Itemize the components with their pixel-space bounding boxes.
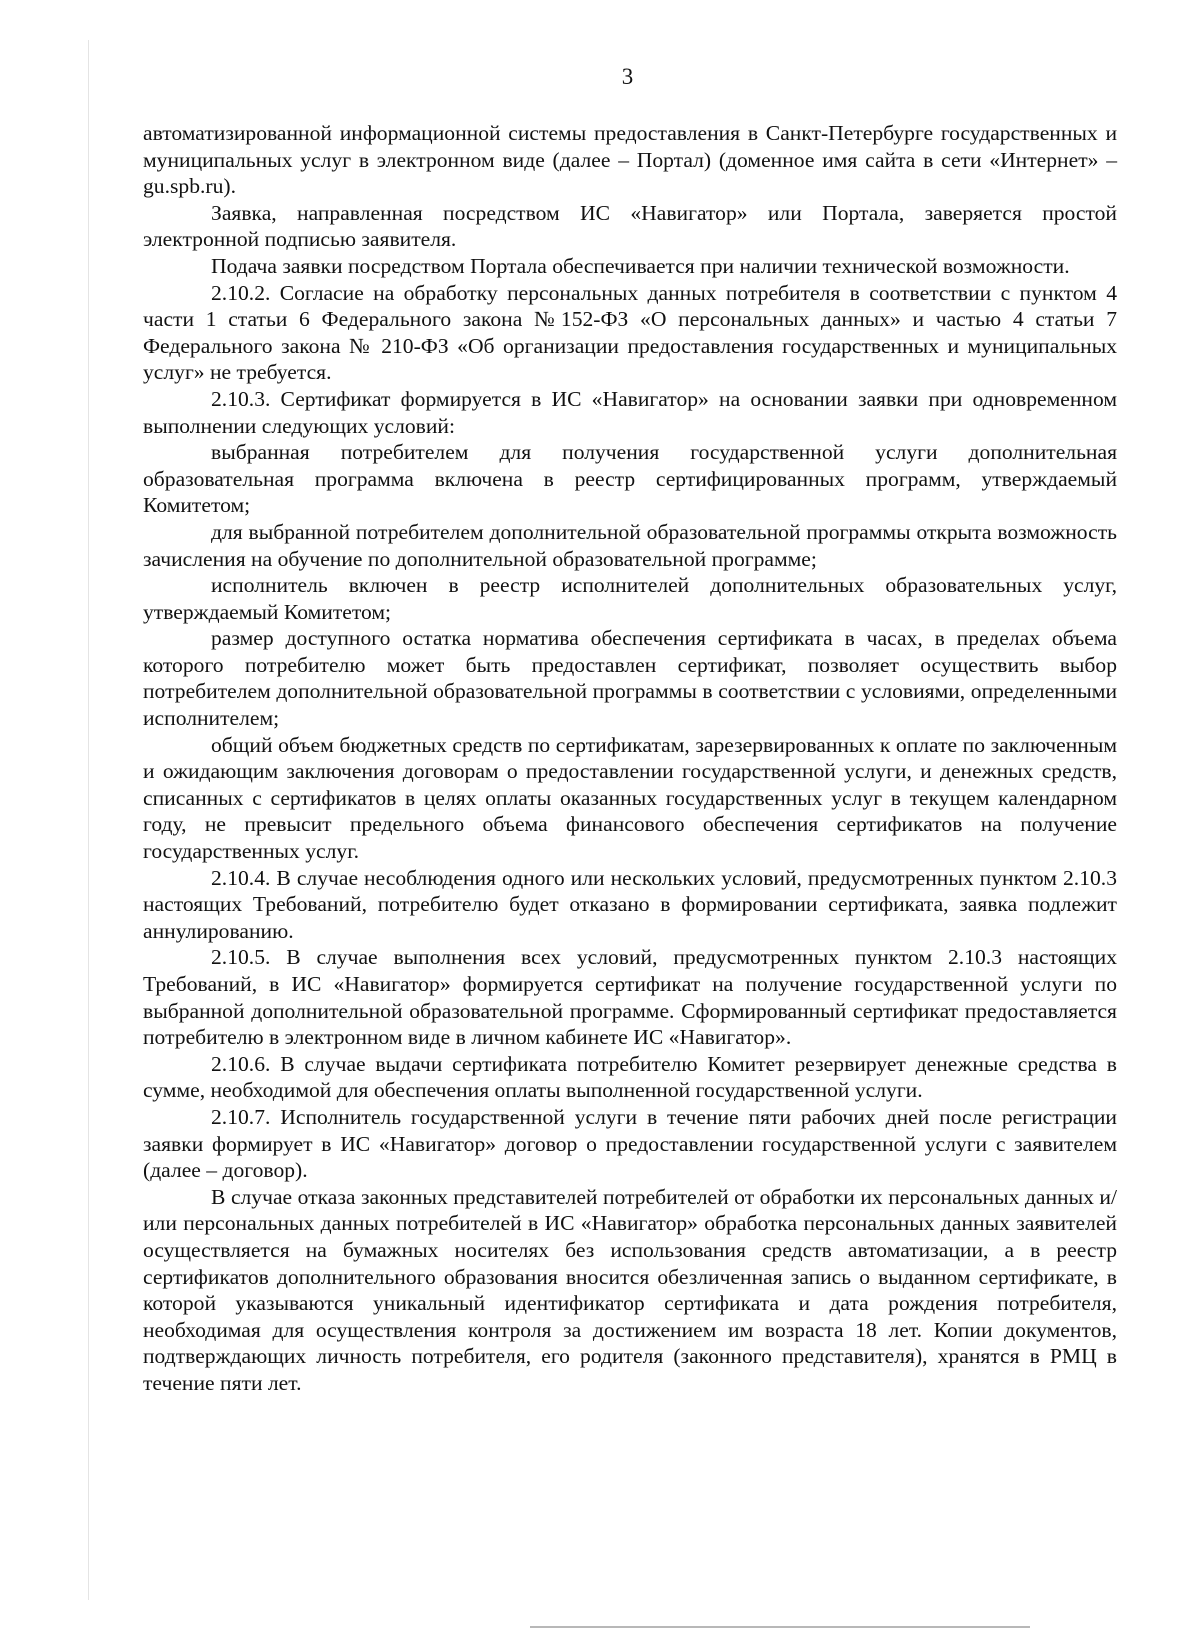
paragraph-refusal-processing: В случае отказа законных представителей потребителей от обработки их персональных данных и/или персональных данных потребителей в ИС «Навигатор» обработка персональных данных заявителей осуществляется на бумажных носителях без использования средств автоматизации, а в реестр сертификатов дополнительного образования вносится обезличенная запись о выданном сертификате, в которой указываются уникальный идентификатор сертификата и дата рождения потребителя, необходимая для осуществления контроля за достижением им возраста 18 лет. Копии документов, подтверждающих личность потребителя, его родителя (законного представителя), хранятся в РМЦ в течение пяти лет. (143, 1184, 1117, 1395)
body-text (143, 120, 1117, 1397)
paragraph-condition-enrollment-open: для выбранной потребителем дополнительной образовательной программы открыта возможность зачисления на обучение по дополнительной образовательной программе; (143, 519, 1117, 571)
scan-edge-line (88, 40, 89, 1600)
paragraph-portal-availability: Подача заявки посредством Портала обеспечивается при наличии технической возможности. (211, 253, 1070, 278)
paragraph-condition-budget-limit: общий объем бюджетных средств по сертификатам, зарезервированных к оплате по заключенным и ожидающим заключения договорам о предоставлении государственной услуги, и денежных средств, списанных с сертификатов в целях оплаты оказанных государственных услуг в текущем календарном году, не превысит предельного объема финансового обеспечения сертификатов на получение государственных услуг. (143, 732, 1117, 864)
paragraph-2-10-2: 2.10.2. Согласие на обработку персональных данных потребителя в соответствии с пунктом 4 части 1 статьи 6 Федерального закона №152-ФЗ «О персональных данных» и частью 4 статьи 7 Федерального закона № 210-ФЗ «Об организации предоставления государственных и муниципальных услуг» не требуется. (143, 280, 1117, 385)
paragraph-condition-program-registry: выбранная потребителем для получения государственной услуги дополнительная образовательная программа включена в реестр сертифицированных программ, утверждаемый Комитетом; (143, 440, 1117, 518)
scan-bottom-edge (530, 1626, 1030, 1628)
page-number: 3 (621, 64, 634, 89)
paragraph-2-10-6: 2.10.6. В случае выдачи сертификата потребителю Комитет резервирует денежные средства в сумме, необходимой для обеспечения оплаты выполненной государственной услуги. (143, 1051, 1117, 1103)
paragraph-2-10-7: 2.10.7. Исполнитель государственной услуги в течение пяти рабочих дней после регистрации заявки формирует в ИС «Навигатор» договор о предоставлении государственной услуги с заявителем (далее – договор). (143, 1104, 1117, 1183)
paragraph-portal-continuation: автоматизированной информационной системы предоставления в Санкт-Петербурге государственных и муниципальных услуг в электронном виде (далее – Портал) (доменное имя сайта в сети «Интернет» – gu.spb.ru). (143, 121, 1117, 199)
paragraph-2-10-5: 2.10.5. В случае выполнения всех условий, предусмотренных пунктом 2.10.3 настоящих Требований, в ИС «Навигатор» формируется сертификат на получение государственной услуги по выбранной дополнительной образовательной программе. Сформированный сертификат предоставляется потребителю в электронном виде в личном кабинете ИС «Навигатор». (143, 945, 1117, 1050)
paragraph-condition-provider-registry: исполнитель включен в реестр исполнителей дополнительных образовательных услуг, утверждаемый Комитетом; (143, 573, 1117, 624)
paragraph-electronic-signature: Заявка, направленная посредством ИС «Навигатор» или Портала, заверяется простой электронной подписью заявителя. (143, 200, 1117, 252)
paragraph-2-10-3: 2.10.3. Сертификат формируется в ИС «Навигатор» на основании заявки при одновременном выполнении следующих условий: (143, 386, 1117, 438)
paragraph-2-10-4: 2.10.4. В случае несоблюдения одного или нескольких условий, предусмотренных пунктом 2.10.3 настоящих Требований, потребителю будет отказано в формировании сертификата, заявка подлежит аннулированию. (143, 865, 1117, 943)
paragraph-condition-hours-balance: размер доступного остатка норматива обеспечения сертификата в часах, в пределах объема которого потребителю может быть предоставлен сертификат, позволяет осуществить выбор потребителем дополнительной образовательной программы в соответствии с условиями, определенными исполнителем; (143, 626, 1117, 731)
